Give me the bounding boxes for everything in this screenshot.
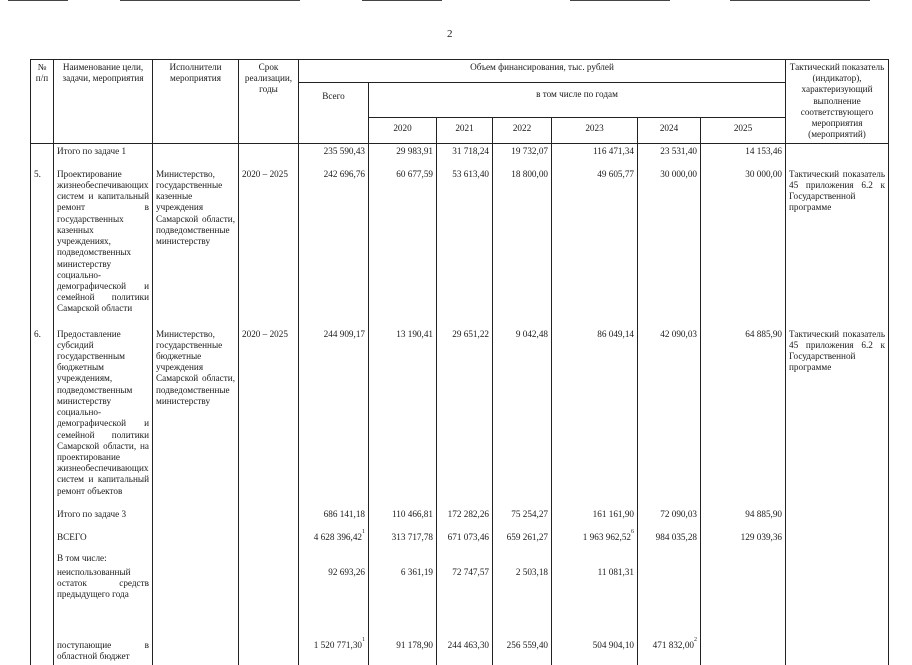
cell-year-value-text: 60 677,59 (396, 168, 433, 179)
cell-total-text: 235 590,43 (323, 145, 365, 156)
cell-year-value-text: 49 605,77 (597, 168, 634, 179)
cell-year-value-text: 110 466,81 (391, 508, 433, 519)
cell-year-value-text: 42 090,03 (660, 328, 697, 339)
cell-year-value-text: 29 983,91 (396, 145, 433, 156)
col-header-year: 2024 (638, 117, 701, 143)
cell-total (299, 524, 369, 547)
cell-executors (153, 161, 239, 321)
cell-name (54, 547, 153, 564)
cell-total-text: 686 141,18 (323, 508, 365, 519)
cell-total (299, 565, 369, 605)
cell-year-value (638, 143, 701, 161)
cell-total-text: 92 693,26 (328, 566, 365, 577)
cell-year-value-text: 13 190,41 (396, 328, 433, 339)
cell-year-value-text: 244 463,30 (447, 640, 489, 651)
cell-year-value (437, 565, 493, 605)
col-header-executors: Исполнители мероприятия (153, 60, 239, 144)
cell-name (54, 143, 153, 161)
col-header-no: № п/п (31, 60, 54, 144)
cell-name-text: неиспользованный остаток средств предыдущего года (57, 566, 149, 599)
table-body (31, 143, 889, 665)
cell-name-text: Предоставление субсидий государственным бюджетным учреждениям, подведомственным министерству социально-демографической и семейной политики Самарской области, на проектирование жизнеобеспечивающих систем и капитальный ремонт объектов (57, 328, 149, 496)
cell-year-value (638, 604, 701, 664)
cell-year-value-text: 1 963 962,52 (582, 532, 631, 543)
col-header-year: 2020 (369, 117, 437, 143)
cell-no (31, 565, 54, 605)
cell-year-value (493, 547, 552, 564)
cell-year-value (552, 321, 638, 503)
cell-executors (153, 524, 239, 547)
col-header-name: Наименование цели, задачи, мероприятия (54, 60, 153, 144)
cell-indicator (786, 161, 889, 321)
cell-year-value-text: 14 153,46 (745, 145, 783, 156)
cell-executors (153, 143, 239, 161)
cell-year-value-text: 23 531,40 (660, 145, 697, 156)
cell-name-text: поступающие в областной бюджет (57, 640, 149, 662)
cell-year-value-text: 29 651,22 (452, 328, 489, 339)
cell-year-value (701, 565, 786, 605)
cell-year-value-text: 9 042,48 (515, 328, 548, 339)
cell-name (54, 565, 153, 605)
cell-year-value (701, 161, 786, 321)
table-row (31, 565, 889, 605)
cell-name-text: Итого по задаче 1 (57, 145, 127, 156)
cell-no (31, 143, 54, 161)
cell-name-text: Проектирование жизнеобеспечивающих систем и капитальный ремонт в государственных казенных учреждениях, подведомственных министерству социально-демографической и семейной политики Самарской области (57, 168, 149, 314)
cell-year-value (437, 161, 493, 321)
cell-year-value (552, 565, 638, 605)
cell-year-value (701, 143, 786, 161)
cell-name-text: В том числе: (57, 553, 107, 564)
cell-year-value-text: 984 035,28 (655, 532, 697, 543)
cell-year-value (552, 604, 638, 664)
cell-term (239, 161, 299, 321)
cell-year-value-text: 471 832,00 (652, 640, 694, 651)
cell-year-value-text: 94 885,90 (745, 508, 783, 519)
col-header-year: 2022 (493, 117, 552, 143)
financing-table (30, 59, 889, 665)
cell-year-value (638, 321, 701, 503)
cell-year-value-text: 91 178,90 (396, 640, 433, 651)
cell-year-value (369, 161, 437, 321)
table-row (31, 524, 889, 547)
cell-year-value-text: 313 717,78 (391, 532, 433, 543)
cell-year-value-text: 64 885,90 (745, 328, 783, 339)
cell-name (54, 161, 153, 321)
cell-indicator (786, 547, 889, 564)
cell-year-value-text: 172 282,26 (447, 508, 489, 519)
cell-executors-text: Министерство, государственные казенные учреждения Самарской области, подведомственные министерству (156, 168, 235, 247)
cell-year-value (552, 524, 638, 547)
cell-year-value-text: 2 503,18 (515, 566, 548, 577)
cell-year-value (552, 143, 638, 161)
cell-year-value (369, 547, 437, 564)
cell-term-text: 2020 – 2025 (242, 168, 288, 179)
cell-year-value (437, 524, 493, 547)
cell-year-value-text: 671 073,46 (447, 532, 489, 543)
cell-no-text: 6. (34, 328, 41, 339)
cell-year-value (493, 143, 552, 161)
cell-name (54, 321, 153, 503)
table-row (31, 321, 889, 503)
cell-year-value (369, 524, 437, 547)
cell-year-value (701, 503, 786, 524)
cell-year-value (369, 143, 437, 161)
cell-year-value (552, 503, 638, 524)
cell-indicator-text: Тактический показатель 45 приложения 6.2 к Государственной программе (789, 168, 886, 213)
cell-name (54, 524, 153, 547)
cell-term (239, 565, 299, 605)
cell-year-value (701, 604, 786, 664)
cell-term-text: 2020 – 2025 (242, 328, 288, 339)
col-header-total: Всего (299, 83, 369, 144)
cell-year-value-text: 504 904,10 (592, 640, 634, 651)
top-rule-mid (120, 0, 300, 1)
cell-year-value-text: 53 613,40 (452, 168, 489, 179)
cell-term (239, 503, 299, 524)
cell-year-value-text: 18 800,00 (511, 168, 548, 179)
cell-no-text: 5. (34, 168, 41, 179)
cell-indicator (786, 524, 889, 547)
cell-term (239, 143, 299, 161)
cell-year-value (369, 565, 437, 605)
cell-term (239, 524, 299, 547)
cell-name (54, 503, 153, 524)
cell-year-value-text: 659 261,27 (506, 532, 548, 543)
cell-indicator-text: Тактический показатель 45 приложения 6.2 к Государственной программе (789, 328, 886, 373)
cell-year-value-text: 116 471,34 (592, 145, 634, 156)
cell-executors (153, 565, 239, 605)
cell-total-text: 1 520 771,30 (313, 640, 362, 651)
cell-year-value (552, 547, 638, 564)
cell-year-value (437, 604, 493, 664)
cell-name-text: Итого по задаче 3 (57, 508, 127, 519)
col-header-term: Срок реализации, годы (239, 60, 299, 144)
top-rule-center (362, 0, 442, 1)
cell-executors (153, 321, 239, 503)
cell-no (31, 503, 54, 524)
cell-total (299, 547, 369, 564)
cell-year-value-text: 19 732,07 (511, 145, 548, 156)
cell-no (31, 604, 54, 664)
cell-indicator (786, 143, 889, 161)
cell-year-value (369, 321, 437, 503)
table-row (31, 503, 889, 524)
col-header-year: 2021 (437, 117, 493, 143)
cell-year-value (493, 524, 552, 547)
cell-total-text: 244 909,17 (323, 328, 365, 339)
cell-year-value (437, 503, 493, 524)
cell-indicator (786, 565, 889, 605)
cell-term (239, 604, 299, 664)
cell-year-value (638, 547, 701, 564)
cell-executors (153, 503, 239, 524)
page-number: 2 (447, 28, 453, 40)
cell-executors-text: Министерство, государственные бюджетные учреждения Самарской области, подведомственные министерству (156, 328, 235, 406)
cell-year-value (493, 321, 552, 503)
cell-year-value (701, 321, 786, 503)
cell-name (54, 604, 153, 664)
cell-no (31, 547, 54, 564)
cell-year-value-text: 6 361,19 (400, 566, 433, 577)
top-rule-left (8, 0, 68, 1)
cell-year-value-text: 30 000,00 (660, 168, 697, 179)
cell-year-value (638, 524, 701, 547)
cell-year-value-text: 86 049,14 (597, 328, 634, 339)
cell-total (299, 604, 369, 664)
cell-indicator (786, 321, 889, 503)
table-row (31, 604, 889, 664)
footnote-mark: 1 (362, 529, 365, 536)
footnote-mark: 2 (694, 637, 697, 644)
footnote-mark: 1 (362, 637, 365, 644)
cell-year-value (493, 565, 552, 605)
cell-year-value (701, 547, 786, 564)
footnote-mark: 6 (631, 529, 634, 536)
cell-no (31, 524, 54, 547)
cell-year-value (437, 547, 493, 564)
col-header-by-years: в том числе по годам (369, 83, 786, 118)
cell-total-text: 4 628 396,42 (313, 532, 362, 543)
table-row (31, 161, 889, 321)
cell-year-value (493, 503, 552, 524)
cell-year-value (638, 565, 701, 605)
cell-year-value-text: 72 090,03 (660, 508, 697, 519)
cell-year-value (437, 321, 493, 503)
cell-total (299, 143, 369, 161)
cell-year-value (493, 161, 552, 321)
cell-year-value-text: 161 161,90 (592, 508, 634, 519)
cell-term (239, 547, 299, 564)
col-header-financing: Объем финансирования, тыс. рублей (299, 60, 786, 83)
cell-indicator (786, 604, 889, 664)
cell-name-text: ВСЕГО (57, 532, 87, 543)
cell-year-value-text: 30 000,00 (745, 168, 783, 179)
cell-year-value (437, 143, 493, 161)
top-rule-far-right (730, 0, 870, 1)
cell-no (31, 161, 54, 321)
cell-year-value (701, 524, 786, 547)
table-row (31, 547, 889, 564)
col-header-year: 2023 (552, 117, 638, 143)
cell-year-value (369, 604, 437, 664)
cell-total (299, 503, 369, 524)
cell-executors (153, 547, 239, 564)
cell-term (239, 321, 299, 503)
cell-year-value-text: 72 747,57 (452, 566, 489, 577)
cell-year-value-text: 75 254,27 (511, 508, 548, 519)
cell-year-value-text: 11 081,31 (597, 566, 634, 577)
cell-total (299, 161, 369, 321)
cell-executors (153, 604, 239, 664)
cell-indicator (786, 503, 889, 524)
cell-year-value-text: 129 039,36 (740, 532, 783, 543)
top-rule-right (570, 0, 670, 1)
table-row (31, 143, 889, 161)
cell-year-value (493, 604, 552, 664)
col-header-indicator: Тактический показатель (индикатор), характеризующий выполнение соответствующего мероприятия (мероприятий) (786, 60, 889, 144)
cell-year-value (638, 161, 701, 321)
cell-year-value (369, 503, 437, 524)
cell-no (31, 321, 54, 503)
cell-year-value-text: 31 718,24 (452, 145, 489, 156)
cell-year-value (552, 161, 638, 321)
cell-total (299, 321, 369, 503)
cell-year-value (638, 503, 701, 524)
col-header-year: 2025 (701, 117, 786, 143)
cell-total-text: 242 696,76 (323, 168, 365, 179)
cell-year-value-text: 256 559,40 (506, 640, 548, 651)
